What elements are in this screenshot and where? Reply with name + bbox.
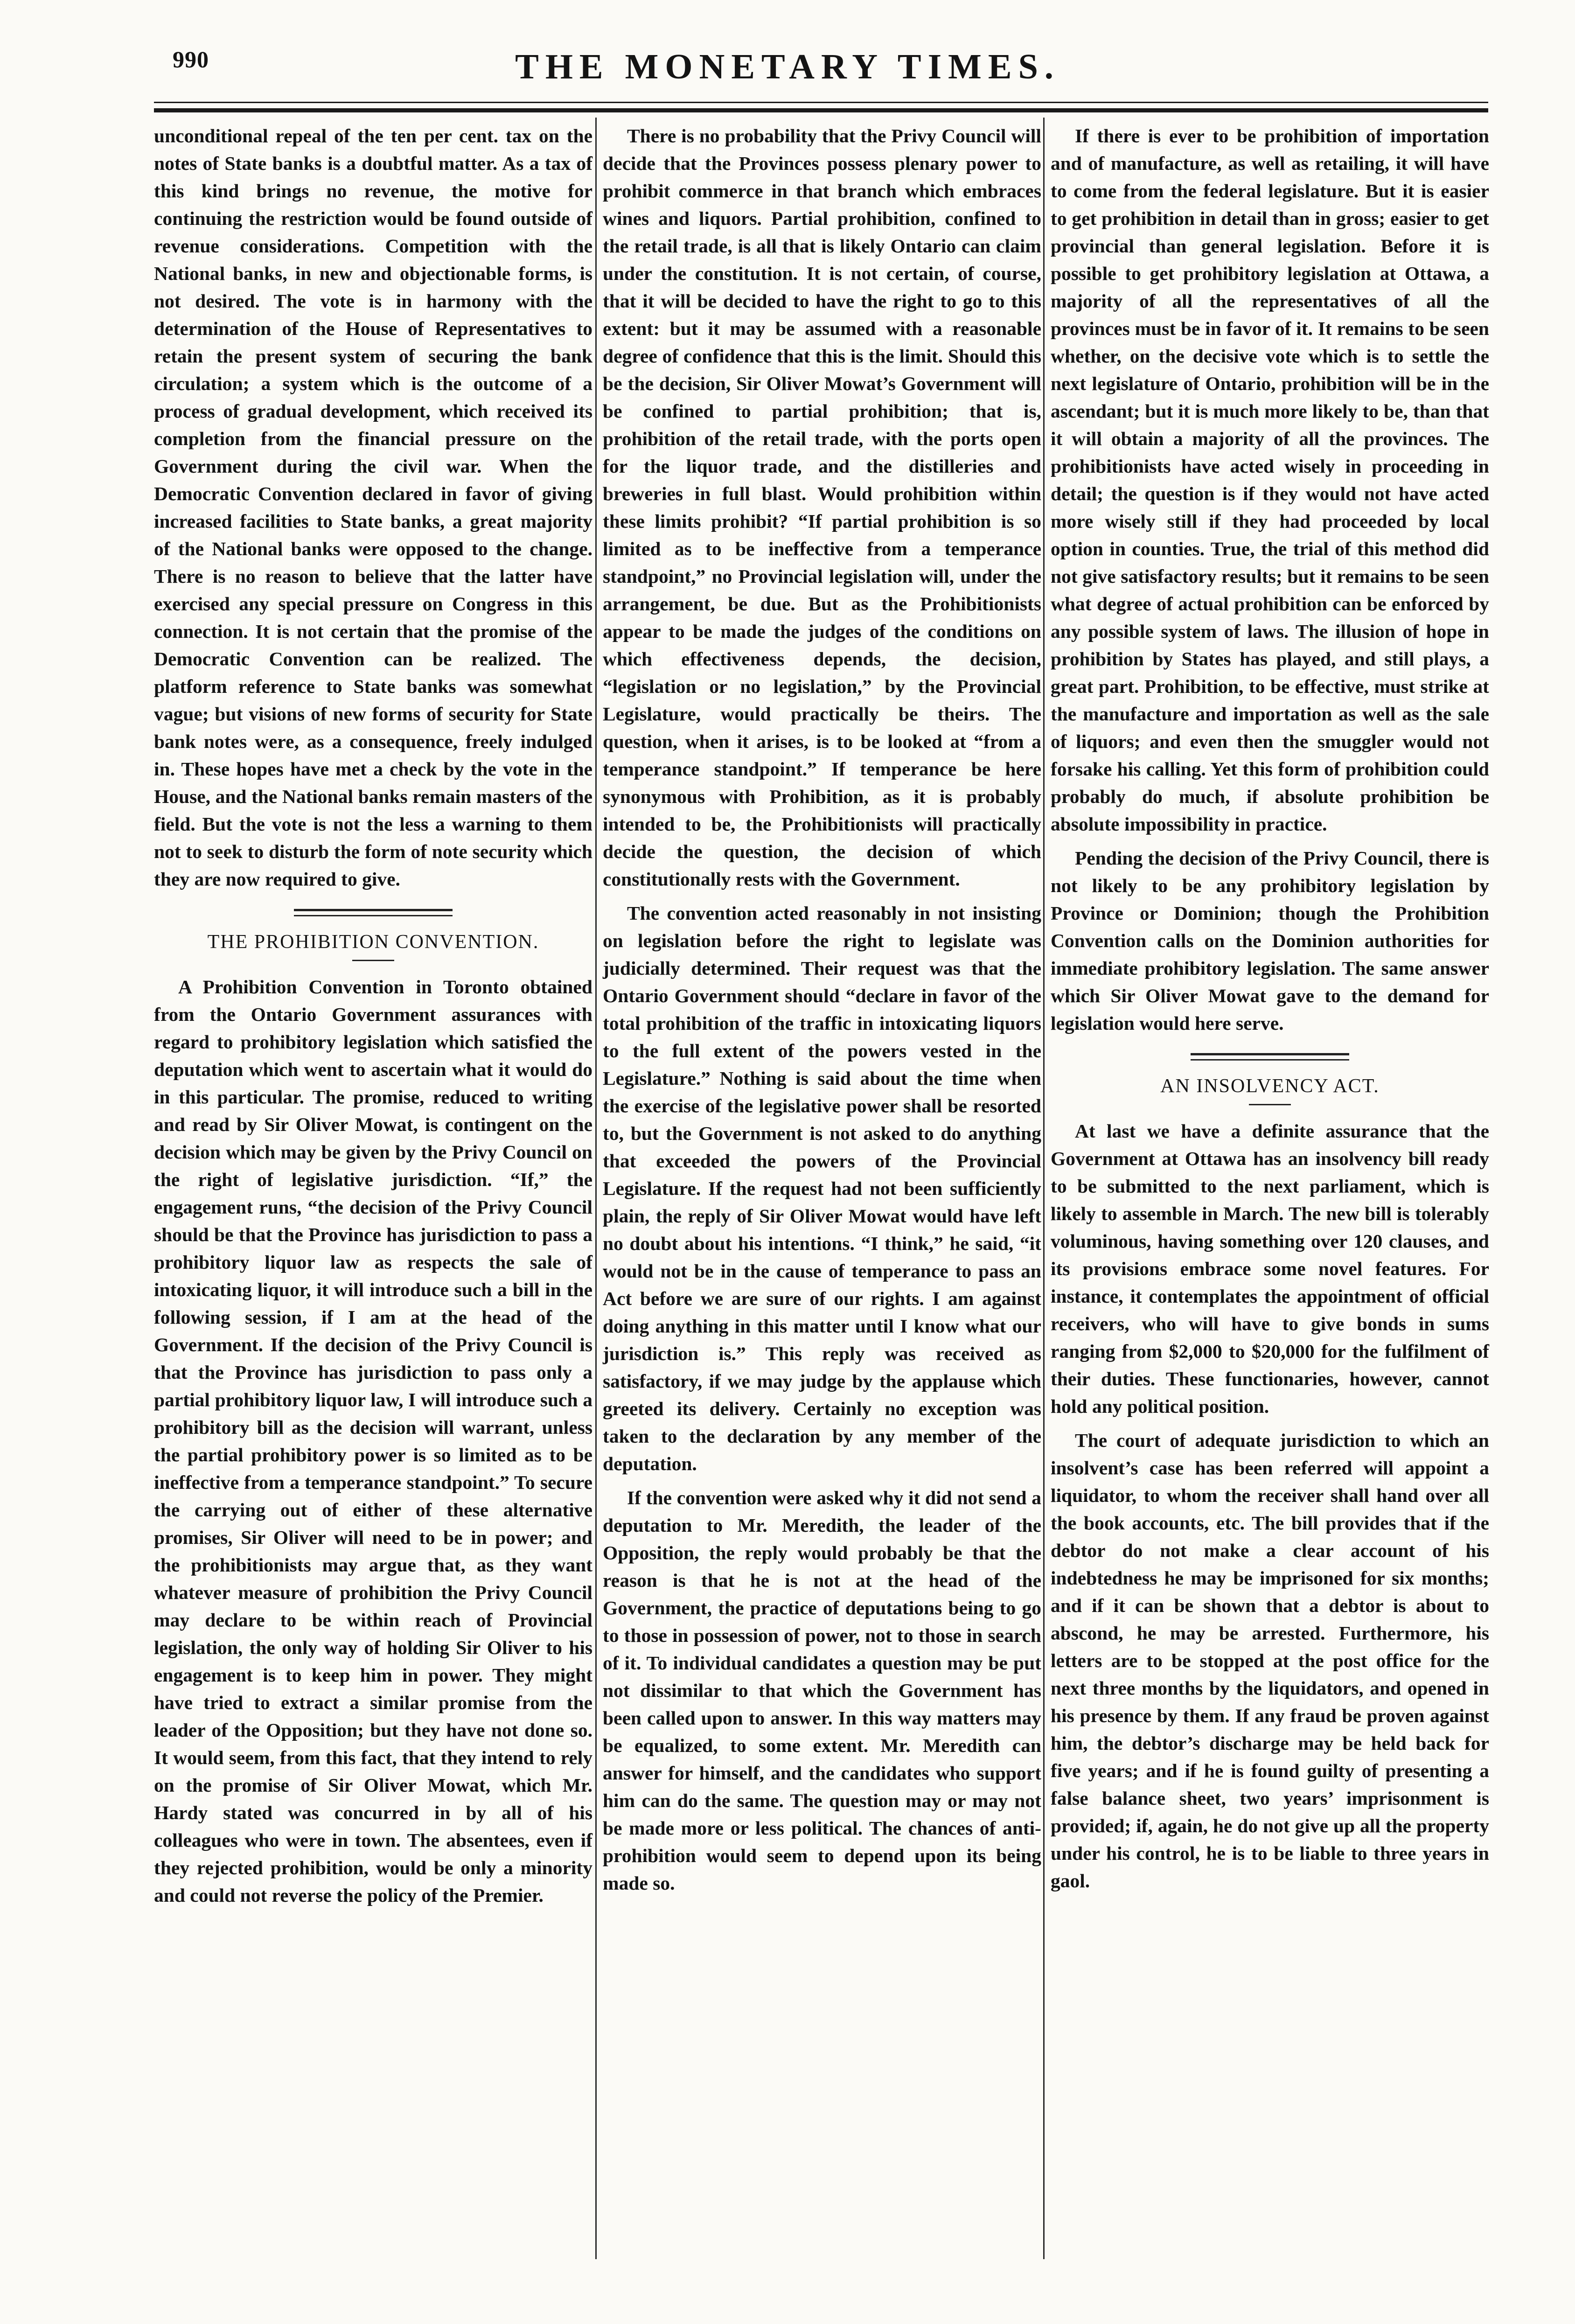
paragraph-convention-acted: The convention acted reasonably in not insisting on legislation before the right to legislate was judicially determined. Their request was that the Ontario Government should “declare in favor of the total prohibition of the traffic in intoxicating liquors to the full extent of the powers vested in the Legislature.” Nothing is said about the time when the exercise of the legislative power shall be resorted to, but the Government is not asked to do anything that exceeded the powers of the Provincial Legislature. If the request had not been sufficiently plain, the reply of Sir Oliver Mowat would have left no doubt about his intentions. “I think,” he said, “it would not be in the cause of temperance to pass an Act before we are sure of our rights. I am against doing anything in this matter until I know what our jurisdiction is.” This reply was received as satisfactory, if we may judge by the applause which greeted its delivery. Certainly no exception was taken to the declaration by any member of the deputation. xyxy=(603,902,1041,1474)
header-rule-thin xyxy=(154,102,1488,103)
header-rule-thick xyxy=(154,108,1488,112)
section-separator xyxy=(294,909,453,916)
paragraph-insolvency-2: The court of adequate jurisdiction to which an insolvent’s case has been referred will appoint a liquidator, to whom the receiver shall hand over all the book accounts, etc. The bill provides that if the debtor do not make a clear account of his indebtedness he may be imprisoned for six months; and if it can be shown that a debtor is about to abscond, he may be arrested. Furthermore, his letters are to be stopped at the post office for the next three months by the liquidators, and opened in his presence by them. If any fraud be proven against him, the debtor’s discharge may be held back for five years; and if he is found guilty of presenting a false balance sheet, two years’ imprisonment is provided; if, again, he do not give up all the property under his control, he is to be liable to three years in gaol. xyxy=(1051,1430,1489,1891)
column-divider-2 xyxy=(1043,118,1045,2259)
heading-insolvency-act: AN INSOLVENCY ACT. xyxy=(1160,1075,1380,1097)
column-divider-1 xyxy=(595,118,597,2259)
section-separator xyxy=(1191,1053,1349,1061)
page-number: 990 xyxy=(173,46,209,72)
paragraph-pending-decision: Pending the decision of the Privy Council, there is not likely to be any prohibitory legislation by Province or Dominion; though the Prohibition Convention calls on the Dominion authorities for immediate prohibitory legislation. The same answer which Sir Oliver Mowat gave to the demand for legislation would here serve. xyxy=(1051,847,1489,1034)
paragraph-insolvency-1: At last we have a definite assurance that the Government at Ottawa has an insolvency bill ready to be submitted to the next parliament, which is likely to assemble in March. The new bill is tolerably voluminous, having something over 120 clauses, and its provisions embrace some novel features. For instance, it contemplates the appointment of official receivers, who will have to give bonds in sums ranging from $2,000 to $20,000 for the fulfilment of their duties. These functionaries, however, cannot hold any political position. xyxy=(1051,1120,1489,1417)
column-3 xyxy=(1051,122,1489,1901)
paragraph-federal-legislature: If there is ever to be prohibition of importation and of manufacture, as well as retailing, it will have to come from the federal legislature. But it is easier to get prohibition in detail than in gross; easier to get provincial than general legislation. Before it is possible to get prohibitory legislation at Ottawa, a majority of all the representatives of all the provinces must be in favor of it. It remains to be seen whether, on the decisive vote which is to settle the next legislature of Ontario, prohibition will be in the ascendant; but it is much more likely to be, than that it will obtain a majority of all the provinces. The prohibitionists have acted wisely in proceeding in detail; the question is if they would not have acted more wisely still if they had proceeded by local option in counties. True, the trial of this method did not give satisfactory results; but it remains to be seen what degree of actual prohibition can be enforced by any possible system of laws. The illusion of hope in prohibition by States has played, and still plays, a great part. Prohibition, to be effective, must strike at the manufacture and importation as well as the sale of liquors; and even then the smuggler would not forsake his calling. Yet this form of prohibition could probably do much, if absolute prohibition be absolute impossibility in practice. xyxy=(1051,125,1489,835)
masthead-title: THE MONETARY TIMES. xyxy=(515,47,1060,86)
heading-rule xyxy=(352,960,394,961)
paragraph-meredith: If the convention were asked why it did not send a deputation to Mr. Meredith, the leader of the Opposition, the reply would probably be that the reason is that he is not at the head of the Government, the practice of deputations being to go to those in possession of power, not to those in search of it. To individual candidates a question may be put not dissimilar to that which the Government has been called upon to answer. In this way matters may be equalized, to some extent. Mr. Meredith can answer for himself, and the candidates who support him can do the same. The question may or may not be made more or less political. The chances of anti-prohibition would seem to depend upon its being made so. xyxy=(603,1487,1041,1894)
heading-prohibition-convention: THE PROHIBITION CONVENTION. xyxy=(207,931,539,953)
column-2 xyxy=(603,122,1041,1904)
paragraph-prohibition-1: A Prohibition Convention in Toronto obtained from the Ontario Government assurances with regard to prohibitory legislation which satisfied the deputation which went to ascertain what it would do in this particular. The promise, reduced to writing and read by Sir Oliver Mowat, is contingent on the decision which may be given by the Privy Council on the right of legislative jurisdiction. “If,” the engagement runs, “the decision of the Privy Council should be that the Province has jurisdiction to pass a prohibitory liquor law as respects the sale of intoxicating liquor, it will introduce such a bill in the following session, if I am at the head of the Government. If the decision of the Privy Council is that the Province has jurisdiction to pass only a partial prohibitory liquor law, I will introduce such a prohibitory bill as the decision will warrant, unless the partial prohibitory power is so limited as to be ineffective from a temperance standpoint.” To secure the carrying out of either of these alternative promises, Sir Oliver will need to be in power; and the prohibitionists may argue that, as they want whatever measure of prohibition the Privy Council may declare to be within reach of Provincial legislation, the only way of holding Sir Oliver to his engagement is to keep him in power. They might have tried to extract a similar promise from the leader of the Opposition; but they have not done so. It would seem, from this fact, that they intend to rely on the promise of Sir Oliver Mowat, which Mr. Hardy stated was concurred in by all of his colleagues who were in town. The absentees, even if they rejected prohibition, would be only a minority and could not reverse the policy of the Premier. xyxy=(154,976,592,1906)
paragraph-state-banks: unconditional repeal of the ten per cent. tax on the notes of State banks is a doubtful matter. As a tax of this kind brings no revenue, the motive for continuing the restriction would be found outside of revenue considerations. Competition with the National banks, in new and objectionable forms, is not desired. The vote is in harmony with the determination of the House of Representatives to retain the present system of securing the bank circulation; a system which is the outcome of a process of gradual development, which received its completion from the financial pressure on the Government during the civil war. When the Democratic Convention declared in favor of giving increased facilities to State banks, a great majority of the National banks were opposed to the change. There is no reason to believe that the latter have exercised any special pressure on Congress in this connection. It is not certain that the promise of the Democratic Convention can be realized. The platform reference to State banks was somewhat vague; but visions of new forms of security for State bank notes were, as a consequence, freely indulged in. These hopes have met a check by the vote in the House, and the National banks remain masters of the field. But the vote is not the less a warning to them not to seek to disturb the form of note security which they are now required to give. xyxy=(154,125,592,890)
heading-rule xyxy=(1249,1104,1291,1105)
paragraph-privy-council: There is no probability that the Privy Council will decide that the Provinces possess plenary power to prohibit commerce in that branch which embraces wines and liquors. Partial prohibition, confined to the retail trade, is all that is likely Ontario can claim under the constitution. It is not certain, of course, that it will be decided to have the right to go to this extent: but it may be assumed with a reasonable degree of confidence that this is the limit. Should this be the decision, Sir Oliver Mowat’s Government will be confined to partial prohibition; that is, prohibition of the retail trade, with the ports open for the liquor trade, and the distilleries and breweries in full blast. Would prohibition within these limits prohibit? “If partial prohibition is so limited as to be ineffective from a temperance standpoint,” no Provincial legislation will, under the arrangement, be due. But as the Prohibitionists appear to be made the judges of the conditions on which effectiveness depends, the decision, “legislation or no legislation,” by the Provincial Legislature, would practically be theirs. The question, when it arises, is to be looked at “from a temperance standpoint.” If temperance be here synonymous with Prohibition, as it is probably intended to be, the Prohibitionists will practically decide the question, the decision of which constitutionally rests with the Government. xyxy=(603,125,1041,890)
column-1 xyxy=(154,122,592,1916)
